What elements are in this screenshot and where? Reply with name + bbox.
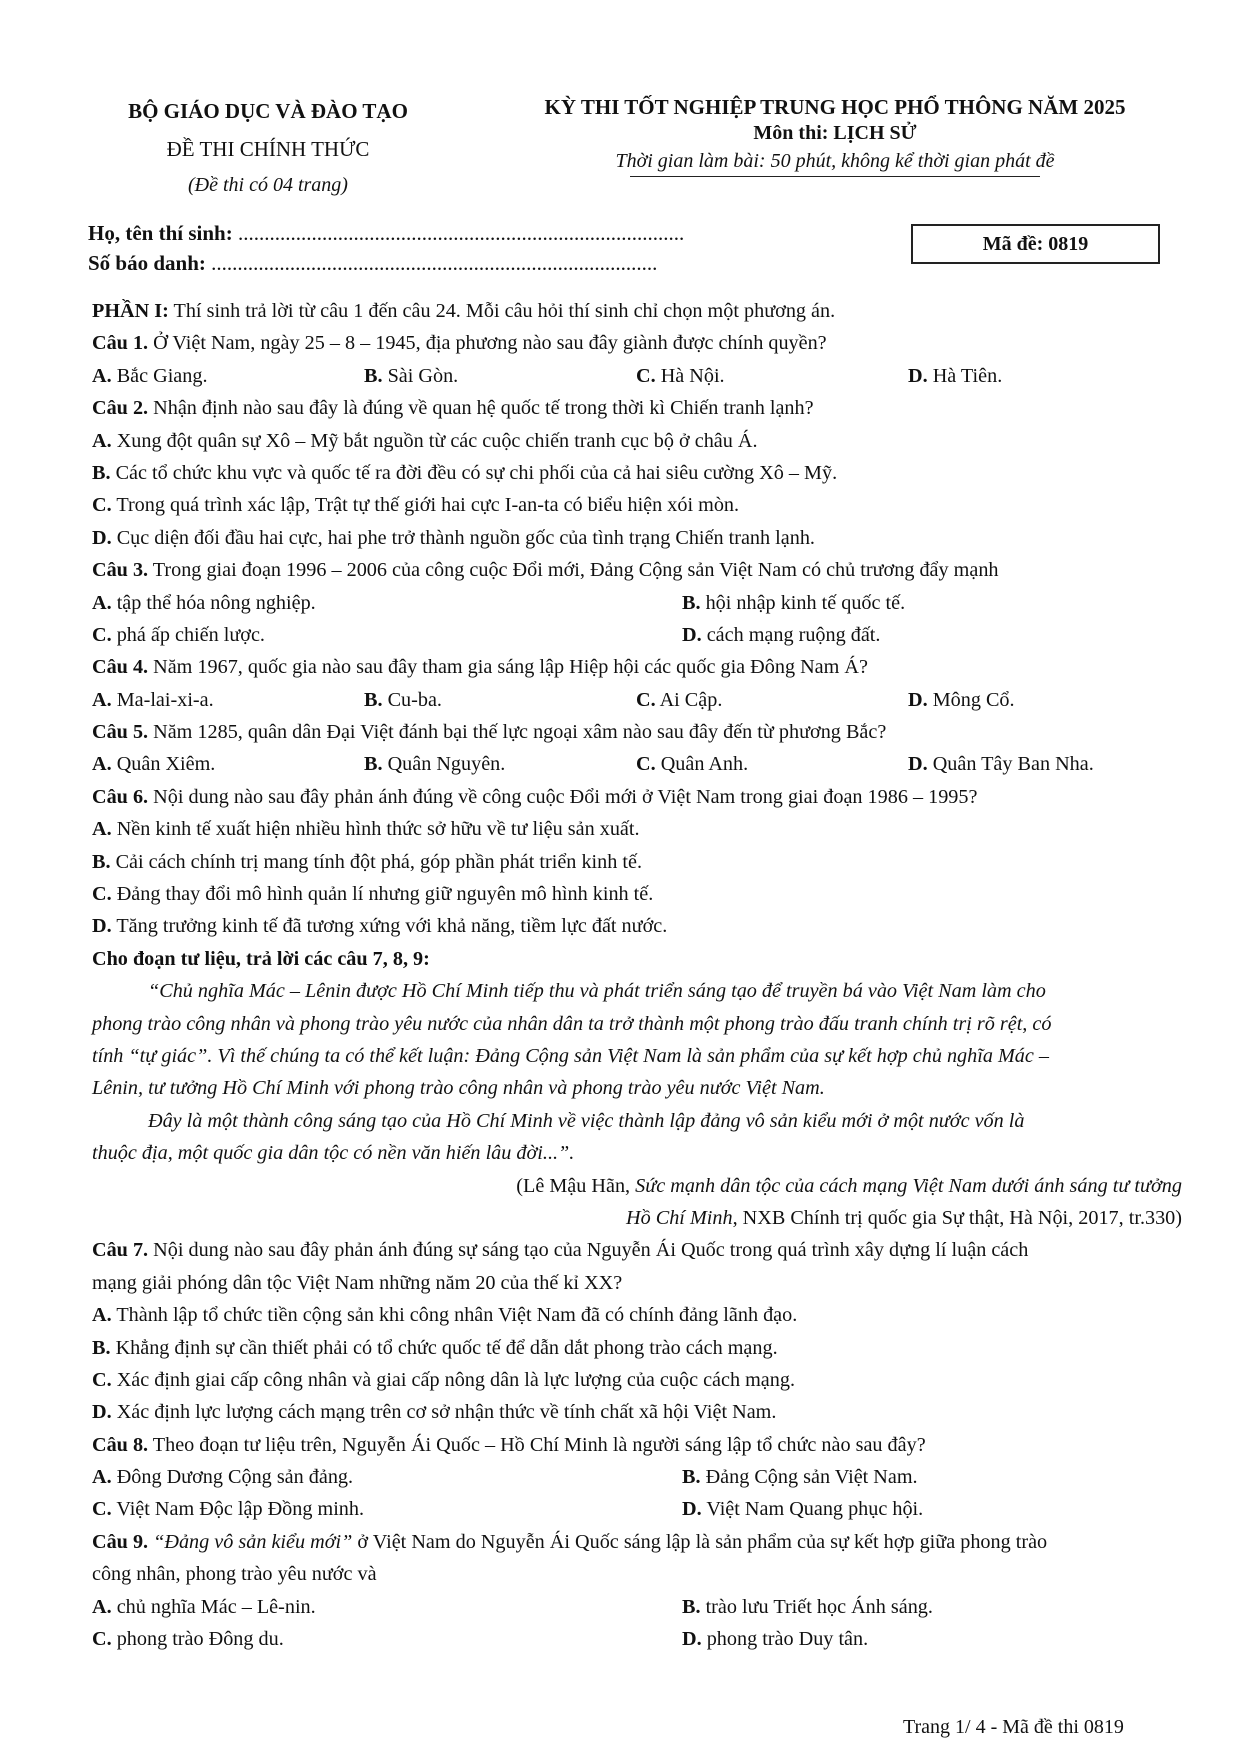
option-text: Xác định lực lượng cách mạng trên cơ sở nhận thức về tính chất xã hội Việt Nam. — [111, 1401, 777, 1424]
option-c — [92, 1623, 682, 1655]
question-text: Trong giai đoạn 1996 – 2006 của công cuộc Đổi mới, Đảng Cộng sản Việt Nam có chủ trương đẩy mạnh — [148, 559, 999, 582]
source-author: (Lê Mậu Hãn, — [516, 1174, 636, 1197]
source-publisher: , NXB Chính trị quốc gia Sự thật, Hà Nội, 2017, tr.330) — [732, 1206, 1182, 1229]
section-text: Thí sinh trả lời từ câu 1 đến câu 24. Mỗi câu hỏi thí sinh chỉ chọn một phương án. — [168, 300, 836, 322]
option-text: Việt Nam Độc lập Đồng minh. — [111, 1498, 365, 1521]
option-text: Sài Gòn. — [382, 364, 459, 387]
option-text: cách mạng ruộng đất. — [701, 623, 881, 646]
option-text: Nền kinh tế xuất hiện nhiều hình thức sở hữu về tư liệu sản xuất. — [111, 818, 640, 841]
question-8-options-ab — [92, 1461, 1182, 1493]
question-text: ở Việt Nam do Nguyễn Ái Quốc sáng lập là sản phẩm của sự kết hợp giữa phong trào — [352, 1530, 1048, 1553]
question-1 — [92, 327, 1182, 359]
candidate-fields — [88, 218, 684, 278]
candidate-name-row — [88, 218, 684, 248]
question-text: Ở Việt Nam, ngày 25 – 8 – 1945, địa phương nào sau đây giành được chính quyền? — [148, 332, 827, 355]
question-8-options-cd — [92, 1493, 1182, 1525]
option-letter: B. — [92, 461, 111, 484]
passage-line-1: “Chủ nghĩa Mác – Lênin được Hồ Chí Minh tiếp thu và phát triển sáng tạo để truyền bá vào Việt Nam làm cho — [148, 980, 1046, 1003]
option-letter: A. — [92, 753, 112, 776]
option-letter: B. — [364, 364, 383, 387]
option-letter: D. — [908, 364, 928, 387]
candidate-id-blank: ..................................................................................... — [211, 251, 658, 275]
option-text: Xung đột quân sự Xô – Mỹ bắt nguồn từ các cuộc chiến tranh cục bộ ở châu Á. — [111, 429, 758, 452]
question-text: Năm 1967, quốc gia nào sau đây tham gia sáng lập Hiệp hội các quốc gia Đông Nam Á? — [148, 656, 868, 679]
option-c — [636, 684, 908, 716]
question-label: Câu 8. — [92, 1433, 149, 1456]
option-letter: D. — [682, 623, 702, 646]
option-a — [92, 360, 364, 392]
option-letter: D. — [682, 1498, 702, 1521]
time-note: Thời gian làm bài: 50 phút, không kể thời gian phát đề — [615, 150, 1055, 172]
option-letter: B. — [682, 591, 701, 614]
question-label: Câu 1. — [92, 332, 149, 355]
question-label: Câu 4. — [92, 656, 149, 679]
option-text: Quân Anh. — [655, 753, 749, 776]
question-text: Nhận định nào sau đây là đúng về quan hệ quốc tế trong thời kì Chiến tranh lạnh? — [148, 397, 814, 420]
option-text: Mông Cổ. — [927, 688, 1015, 711]
option-a — [92, 813, 1182, 845]
option-a — [92, 1299, 1182, 1331]
option-text: Ai Cập. — [655, 688, 723, 711]
option-text: hội nhập kinh tế quốc tế. — [700, 591, 906, 614]
header-underline — [630, 176, 1040, 177]
question-label: Câu 3. — [92, 559, 149, 582]
option-a — [92, 748, 364, 780]
option-letter: B. — [92, 1336, 111, 1359]
option-letter: D. — [92, 526, 112, 549]
page-footer: Trang 1/ 4 - Mã đề thi 0819 — [903, 1716, 1124, 1738]
option-d — [682, 619, 880, 651]
option-text: Cục diện đối đầu hai cực, hai phe trở thành nguồn gốc của tình trạng Chiến tranh lạnh. — [111, 526, 815, 549]
option-letter: C. — [92, 1628, 112, 1651]
option-text: Quân Tây Ban Nha. — [927, 753, 1094, 776]
exam-code-box: Mã đề: 0819 — [911, 224, 1160, 264]
question-text: Nội dung nào sau đây phản ánh đúng về công cuộc Đổi mới ở Việt Nam trong giai đoạn 1986 – 1995? — [148, 785, 978, 808]
option-letter: D. — [92, 1401, 112, 1424]
passage-line-2: phong trào công nhân và phong trào yêu nước của nhân dân ta trở thành một phong trào đấu tranh chính trị rõ rệt, có — [92, 1012, 1052, 1035]
option-letter: B. — [364, 753, 383, 776]
passage-line-3: tính “tự giác”. Vì thế chúng ta có thể kết luận: Đảng Cộng sản Việt Nam là sản phẩm của sự kết hợp chủ nghĩa Mác – — [92, 1044, 1050, 1067]
option-c — [92, 489, 1182, 521]
option-c — [92, 1364, 1182, 1396]
question-3 — [92, 554, 1182, 586]
option-text: Cải cách chính trị mang tính đột phá, góp phần phát triển kinh tế. — [110, 850, 642, 873]
option-a — [92, 425, 1182, 457]
question-7 — [92, 1234, 1182, 1266]
question-4 — [92, 651, 1182, 683]
option-letter: D. — [908, 753, 928, 776]
option-text: Khẳng định sự cần thiết phải có tổ chức quốc tế để dẫn dắt phong trào cách mạng. — [110, 1336, 778, 1359]
option-text: trào lưu Triết học Ánh sáng. — [700, 1595, 933, 1618]
option-b — [92, 846, 1182, 878]
option-c — [92, 619, 682, 651]
passage-line-4: Lênin, tư tưởng Hồ Chí Minh với phong trào công nhân và phong trào yêu nước Việt Nam. — [92, 1077, 825, 1100]
option-letter: A. — [92, 688, 112, 711]
question-9 — [92, 1526, 1182, 1558]
section-instruction — [92, 295, 1182, 327]
option-letter: D. — [908, 688, 928, 711]
candidate-id-label: Số báo danh: — [88, 251, 206, 275]
option-d — [92, 1396, 1182, 1428]
source-title-end: Hồ Chí Minh — [626, 1206, 733, 1229]
option-b — [364, 684, 636, 716]
option-d — [92, 910, 1182, 942]
option-a — [92, 684, 364, 716]
option-text: Việt Nam Quang phục hội. — [701, 1498, 924, 1521]
option-letter: C. — [636, 364, 656, 387]
question-9-cont: công nhân, phong trào yêu nước và — [92, 1563, 377, 1586]
page-count-note: (Đề thi có 04 trang) — [188, 174, 348, 196]
option-d — [908, 748, 1094, 780]
exam-title: KỲ THI TỐT NGHIỆP TRUNG HỌC PHỔ THÔNG NĂM 2025 — [544, 95, 1126, 119]
option-d — [908, 360, 1002, 392]
option-text: tập thể hóa nông nghiệp. — [111, 591, 316, 614]
option-letter: C. — [92, 494, 112, 517]
question-label: Câu 7. — [92, 1239, 149, 1262]
option-text: Đông Dương Cộng sản đảng. — [111, 1466, 354, 1489]
option-text: phá ấp chiến lược. — [111, 623, 265, 646]
option-text: chủ nghĩa Mác – Lê-nin. — [111, 1595, 316, 1618]
source-title: Sức mạnh dân tộc của cách mạng Việt Nam dưới ánh sáng tư tưởng — [635, 1174, 1182, 1197]
question-9-options-cd — [92, 1623, 1182, 1655]
ministry-name: BỘ GIÁO DỤC VÀ ĐÀO TẠO — [128, 99, 408, 123]
subject-title: Môn thi: LỊCH SỬ — [753, 122, 917, 144]
question-9-options-ab — [92, 1591, 1182, 1623]
option-c — [636, 360, 908, 392]
option-text: Các tổ chức khu vực và quốc tế ra đời đều có sự chi phối của cả hai siêu cường Xô – Mỹ. — [110, 461, 838, 484]
option-a — [92, 1461, 682, 1493]
question-6 — [92, 781, 1182, 813]
option-letter: C. — [92, 883, 112, 906]
option-letter: C. — [92, 1368, 112, 1391]
option-letter: D. — [682, 1628, 702, 1651]
option-b — [682, 587, 905, 619]
option-text: Đảng Cộng sản Việt Nam. — [700, 1466, 918, 1489]
question-7-cont: mạng giải phóng dân tộc Việt Nam những năm 20 của thế kỉ XX? — [92, 1271, 623, 1294]
option-a — [92, 587, 682, 619]
passage-source-1 — [92, 1170, 1182, 1202]
option-letter: B. — [682, 1595, 701, 1618]
option-a — [92, 1591, 682, 1623]
question-label: Câu 9. — [92, 1530, 149, 1553]
option-letter: C. — [92, 1498, 112, 1521]
question-8 — [92, 1429, 1182, 1461]
option-letter: A. — [92, 818, 112, 841]
option-text: Bắc Giang. — [111, 364, 208, 387]
header-left — [88, 96, 448, 200]
passage-source-2 — [92, 1202, 1182, 1234]
option-text: phong trào Đông du. — [111, 1628, 284, 1651]
option-letter: A. — [92, 364, 112, 387]
candidate-name-label: Họ, tên thí sinh: — [88, 221, 233, 245]
question-3-options-cd — [92, 619, 1182, 651]
option-c — [92, 878, 1182, 910]
option-text: Hà Nội. — [655, 364, 725, 387]
option-text: Đảng thay đổi mô hình quản lí nhưng giữ nguyên mô hình kinh tế. — [111, 883, 654, 906]
question-5-options — [92, 748, 1182, 780]
header-right — [490, 94, 1180, 177]
passage-line-5: Đây là một thành công sáng tạo của Hồ Chí Minh về việc thành lập đảng vô sản kiểu mới ở một nước vốn là — [148, 1109, 1025, 1132]
candidate-id-row — [88, 248, 684, 278]
option-b — [682, 1591, 933, 1623]
question-text: Nội dung nào sau đây phản ánh đúng sự sáng tạo của Nguyễn Ái Quốc trong quá trình xây dựng lí luận cách — [148, 1239, 1029, 1262]
question-quote: “Đảng vô sản kiểu mới” — [153, 1530, 353, 1553]
option-text: Tăng trưởng kinh tế đã tương xứng với khả năng, tiềm lực đất nước. — [111, 915, 668, 938]
option-text: Hà Tiên. — [927, 364, 1003, 387]
question-label: Câu 5. — [92, 721, 149, 744]
option-letter: A. — [92, 1466, 112, 1489]
option-d — [682, 1493, 923, 1525]
option-letter: C. — [92, 623, 112, 646]
exam-body — [92, 295, 1182, 1655]
option-letter: A. — [92, 429, 112, 452]
option-text: Thành lập tổ chức tiền cộng sản khi công nhân Việt Nam đã có chính đảng lãnh đạo. — [111, 1304, 798, 1327]
option-b — [682, 1461, 918, 1493]
option-letter: D. — [92, 915, 112, 938]
option-c — [636, 748, 908, 780]
option-letter: B. — [92, 850, 111, 873]
passage-intro: Cho đoạn tư liệu, trả lời các câu 7, 8, 9: — [92, 947, 430, 970]
question-text: Theo đoạn tư liệu trên, Nguyễn Ái Quốc – Hồ Chí Minh là người sáng lập tổ chức nào sau đây? — [148, 1433, 926, 1456]
question-1-options — [92, 360, 1182, 392]
passage-line-6: thuộc địa, một quốc gia dân tộc có nền văn hiến lâu đời...”. — [92, 1142, 575, 1165]
official-label: ĐỀ THI CHÍNH THỨC — [166, 137, 370, 161]
section-title: PHẦN I: — [92, 300, 169, 322]
question-3-options-ab — [92, 587, 1182, 619]
option-text: Trong quá trình xác lập, Trật tự thế giới hai cực I-an-ta có biểu hiện xói mòn. — [111, 494, 740, 517]
option-text: Quân Xiêm. — [111, 753, 216, 776]
option-text: Xác định giai cấp công nhân và giai cấp nông dân là lực lượng của cuộc cách mạng. — [111, 1368, 795, 1391]
question-5 — [92, 716, 1182, 748]
option-d — [908, 684, 1015, 716]
question-text: Năm 1285, quân dân Đại Việt đánh bại thế lực ngoại xâm nào sau đây đến từ phương Bắc? — [148, 721, 887, 744]
option-b — [92, 457, 1182, 489]
question-label: Câu 6. — [92, 785, 149, 808]
option-letter: C. — [636, 688, 656, 711]
question-4-options — [92, 684, 1182, 716]
option-text: Quân Nguyên. — [382, 753, 506, 776]
option-b — [364, 748, 636, 780]
option-letter: B. — [682, 1466, 701, 1489]
option-c — [92, 1493, 682, 1525]
option-letter: A. — [92, 591, 112, 614]
option-letter: A. — [92, 1304, 112, 1327]
option-b — [364, 360, 636, 392]
option-text: phong trào Duy tân. — [701, 1628, 869, 1651]
question-2 — [92, 392, 1182, 424]
option-b — [92, 1332, 1182, 1364]
option-text: Ma-lai-xi-a. — [111, 688, 214, 711]
option-text: Cu-ba. — [382, 688, 442, 711]
option-letter: A. — [92, 1595, 112, 1618]
question-label: Câu 2. — [92, 397, 149, 420]
candidate-name-blank: ..................................................................................... — [237, 221, 685, 245]
option-letter: C. — [636, 753, 656, 776]
option-d — [92, 522, 1182, 554]
option-letter: B. — [364, 688, 383, 711]
option-d — [682, 1623, 868, 1655]
